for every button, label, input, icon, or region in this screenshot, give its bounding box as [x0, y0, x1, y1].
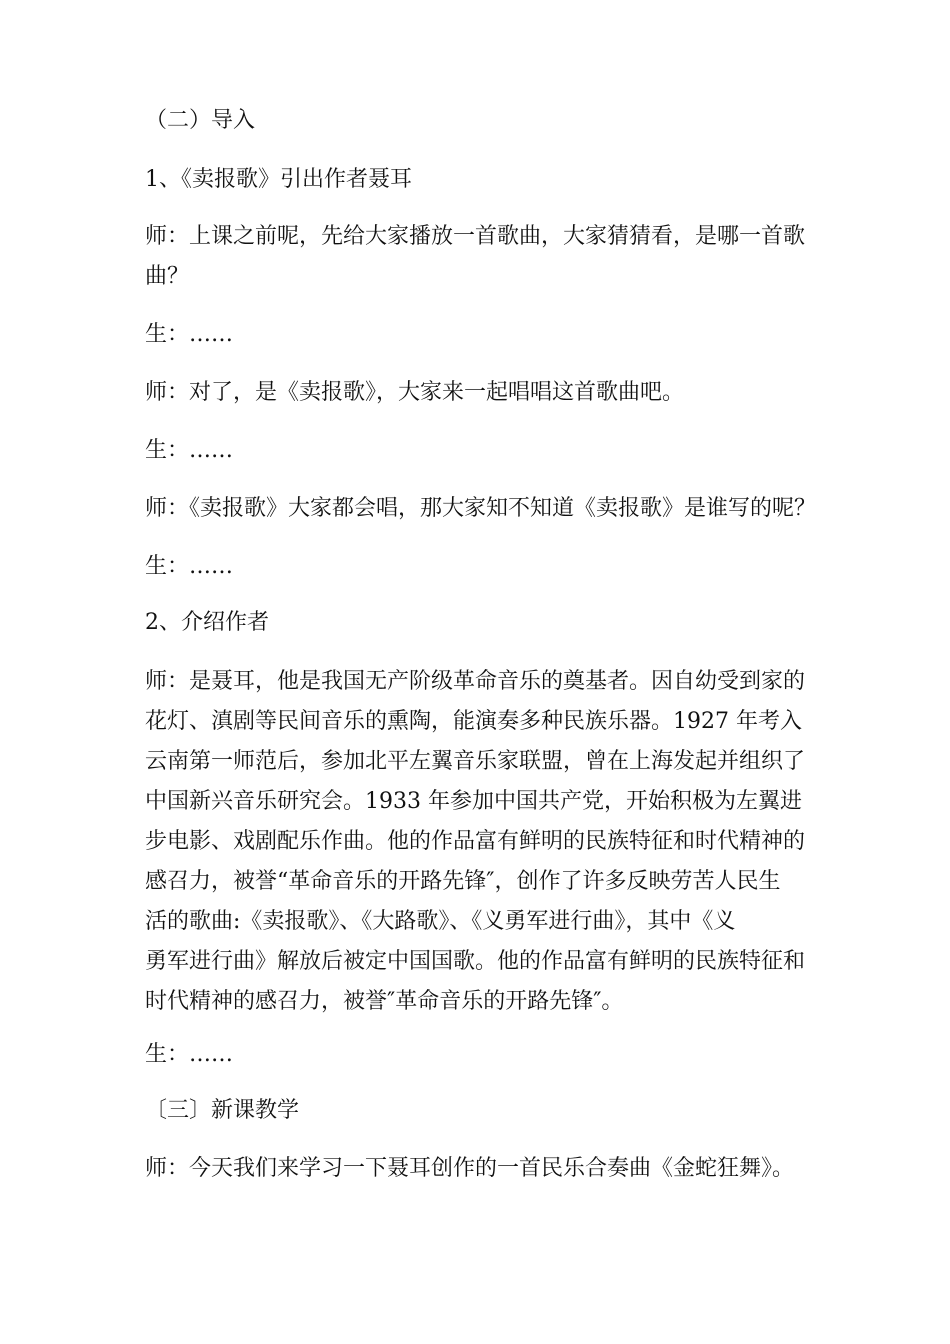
item-heading-2: 2、介绍作者 [145, 610, 269, 635]
bio-line: 云南第一师范后，参加北平左翼音乐家联盟，曾在上海发起并组织了 [145, 749, 806, 774]
teacher-line: 师：今天我们来学习一下聂耳创作的一首民乐合奏曲《金蛇狂舞》。 [145, 1156, 795, 1181]
teacher-line: 师：上课之前呢，先给大家播放一首歌曲，大家猜猜看，是哪一首歌 [145, 224, 806, 249]
bio-line: 时代精神的感召力，被誉″革命音乐的开路先锋″。 [145, 989, 624, 1014]
bio-line: 花灯、滇剧等民间音乐的熏陶，能演奏多种民族乐器。1927 年考入 [145, 709, 802, 734]
section-heading-intro: （二）导入 [145, 108, 256, 133]
bio-line: 中国新兴音乐研究会。1933 年参加中国共产党，开始积极为左翼进 [145, 789, 802, 814]
bio-line: 感召力，被誉“革命音乐的开路先锋″，创作了许多反映劳苦人民生 [145, 869, 781, 894]
bio-line: 步电影、戏剧配乐作曲。他的作品富有鲜明的民族特征和时代精神的 [145, 829, 806, 854]
student-line: 生：…… [145, 438, 234, 463]
bio-line: 师：是聂耳，他是我国无产阶级革命音乐的奠基者。因自幼受到家的 [145, 669, 806, 694]
student-line: 生：…… [145, 322, 234, 347]
teacher-line: 师：《卖报歌》大家都会唱，那大家知不知道《卖报歌》是谁写的呢？ [145, 496, 817, 521]
section-heading-new-lesson: 〔三〕新课教学 [145, 1098, 300, 1123]
composer-bio-paragraph [145, 662, 825, 1022]
bio-line: 活的歌曲:《卖报歌》、《大路歌》、《义勇军进行曲》，其中《义 [145, 909, 736, 934]
teacher-line-continued: 曲？ [145, 264, 190, 289]
teacher-line: 师：对了，是《卖报歌》，大家来一起唱唱这首歌曲吧。 [145, 380, 685, 405]
item-heading-1: 1、《卖报歌》引出作者聂耳 [145, 167, 412, 192]
student-line: 生：…… [145, 1042, 234, 1067]
student-line: 生：…… [145, 554, 234, 579]
bio-line: 勇军进行曲》解放后被定中国国歌。他的作品富有鲜明的民族特征和 [145, 949, 806, 974]
